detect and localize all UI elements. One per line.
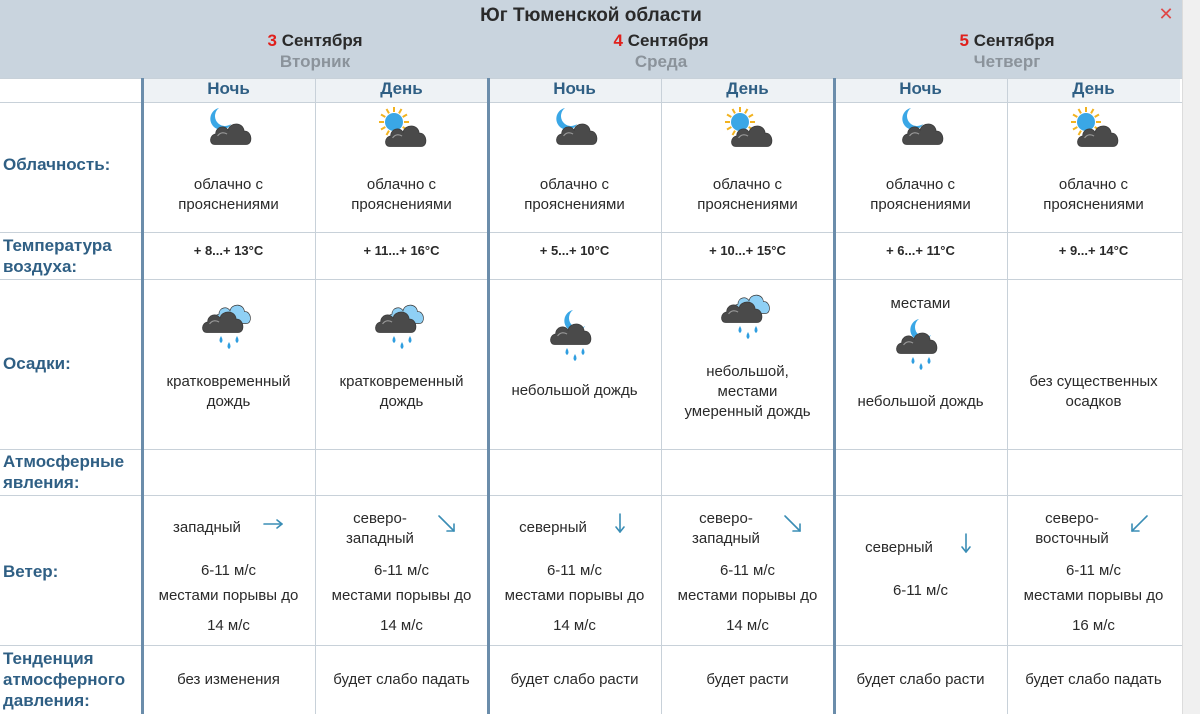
row-label-precipitation: Осадки:	[0, 354, 142, 373]
pressure-tendency: без изменения	[177, 671, 280, 688]
temperature-value: + 10...+ 15°C	[709, 243, 786, 258]
temperature-value: + 5...+ 10°C	[539, 243, 610, 258]
cloud-text-line-2: прояснениями	[524, 196, 625, 213]
precip-text-line-3: умеренный дождь	[684, 403, 811, 420]
precip-text-line-1: небольшой дождь	[857, 393, 984, 410]
wind-gust-line-1: местами порывы до	[331, 587, 472, 604]
rain-cloud-icon	[197, 296, 257, 361]
pressure-tendency: будет слабо расти	[510, 671, 639, 688]
cloud-text-line-2: прояснениями	[697, 196, 798, 213]
cloud-text-line-1: облачно с	[539, 176, 610, 193]
sun-cloud-icon	[1064, 104, 1124, 169]
cloud-text-line-1: облачно с	[366, 176, 437, 193]
precip-text-line-2: дождь	[379, 393, 424, 410]
arrow-east-icon	[262, 512, 286, 541]
temperature-value: + 8...+ 13°C	[193, 243, 264, 258]
wind-gust-line-2: 14 м/с	[726, 617, 769, 634]
day-month: Сентября	[973, 31, 1055, 50]
row-divider	[0, 279, 1182, 280]
row-label-phenomena-2: явления:	[0, 473, 142, 492]
day-weekday: Вторник	[279, 52, 351, 71]
precip-text-line-1: кратковременный	[339, 373, 464, 390]
wind-gust-line-2: 16 м/с	[1072, 617, 1115, 634]
cloud-text-line-1: облачно с	[1058, 176, 1129, 193]
wind-direction-line-2: западный	[692, 530, 760, 547]
moon-cloud-icon	[199, 104, 259, 169]
precip-text-line-1: небольшой,	[706, 363, 789, 380]
part-label-3: Ночь	[488, 78, 661, 102]
temperature-value: + 9...+ 14°C	[1058, 243, 1129, 258]
temperature-value: + 6...+ 11°C	[886, 243, 955, 258]
cloud-text-line-1: облачно с	[712, 176, 783, 193]
wind-direction-line-1: северный	[865, 539, 933, 556]
row-divider	[0, 645, 1182, 646]
pressure-tendency: будет слабо падать	[1025, 671, 1162, 688]
scrollbar-gutter[interactable]	[1182, 0, 1200, 714]
wind-speed: 6-11 м/с	[200, 562, 257, 579]
row-label-wind: Ветер:	[0, 562, 142, 581]
precip-text-line-2: местами	[717, 383, 778, 400]
pressure-tendency: будет слабо расти	[856, 671, 985, 688]
precip-text-line-1: небольшой дождь	[511, 382, 638, 399]
row-divider	[0, 449, 1182, 450]
arrow-south-icon	[954, 532, 978, 561]
precip-text-line-2: дождь	[206, 393, 251, 410]
wind-direction-line-1: северный	[519, 519, 587, 536]
arrow-south-icon	[608, 512, 632, 541]
arrow-southeast-icon	[781, 512, 805, 541]
moon-rain-cloud-icon	[543, 308, 603, 373]
wind-direction-line-1: северо-	[353, 510, 407, 527]
pressure-tendency: будет слабо падать	[333, 671, 470, 688]
day-weekday: Среда	[634, 52, 688, 71]
row-label-pressure-2: атмосферного	[0, 670, 142, 689]
region-title: Юг Тюменской области	[480, 5, 702, 26]
precip-text-line-2: осадков	[1065, 393, 1122, 410]
part-label-4: День	[661, 78, 834, 102]
wind-speed: 6-11 м/с	[719, 562, 776, 579]
row-label-pressure-3: давления:	[0, 691, 142, 710]
wind-gust-line-1: местами порывы до	[504, 587, 645, 604]
row-divider	[0, 495, 1182, 496]
wind-gust-line-1: местами порывы до	[158, 587, 299, 604]
day-number: 3	[267, 31, 277, 50]
sun-cloud-icon	[372, 104, 432, 169]
table-header	[0, 0, 1182, 78]
part-label-6: День	[1007, 78, 1180, 102]
day-header-2	[488, 30, 834, 73]
day-number: 4	[613, 31, 623, 50]
row-label-temperature-1: Температура	[0, 236, 142, 255]
part-label-5: Ночь	[834, 78, 1007, 102]
row-divider	[0, 232, 1182, 233]
row-label-phenomena-1: Атмосферные	[0, 452, 142, 471]
pressure-tendency: будет расти	[706, 671, 789, 688]
cloud-text-line-2: прояснениями	[178, 196, 279, 213]
cloud-text-line-2: прояснениями	[1043, 196, 1144, 213]
row-divider	[0, 102, 1182, 103]
cloud-text-line-1: облачно с	[885, 176, 956, 193]
cloud-text-line-2: прояснениями	[870, 196, 971, 213]
day-month: Сентября	[281, 31, 363, 50]
moon-rain-cloud-icon	[889, 317, 949, 382]
part-label-1: Ночь	[142, 78, 315, 102]
cloud-text-line-2: прояснениями	[351, 196, 452, 213]
cloud-text-line-1: облачно с	[193, 176, 264, 193]
day-number: 5	[959, 31, 969, 50]
wind-speed: 6-11 м/с	[892, 582, 949, 599]
close-icon[interactable]: ✕	[1158, 4, 1174, 24]
wind-speed: 6-11 м/с	[1065, 562, 1122, 579]
sun-rain-cloud-icon	[370, 296, 430, 361]
row-label-temperature-2: воздуха:	[0, 257, 142, 276]
wind-direction-line-2: западный	[346, 530, 414, 547]
row-label-cloudiness: Облачность:	[0, 155, 142, 174]
row-label-pressure-1: Тенденция	[0, 649, 142, 668]
wind-speed: 6-11 м/с	[373, 562, 430, 579]
day-weekday: Четверг	[973, 52, 1041, 71]
wind-direction-line-1: северо-	[1045, 510, 1099, 527]
wind-direction-line-1: западный	[173, 519, 241, 536]
arrow-southwest-icon	[1127, 512, 1151, 541]
wind-gust-line-2: 14 м/с	[207, 617, 250, 634]
wind-direction-line-2: восточный	[1035, 530, 1109, 547]
wind-gust-line-2: 14 м/с	[380, 617, 423, 634]
header-divider	[0, 78, 1182, 79]
wind-gust-line-2: 14 м/с	[553, 617, 596, 634]
precip-text-line-1: кратковременный	[166, 373, 291, 390]
wind-direction-line-1: северо-	[699, 510, 753, 527]
day-month: Сентября	[627, 31, 709, 50]
wind-gust-line-1: местами порывы до	[677, 587, 818, 604]
temperature-value: + 11...+ 16°C	[363, 243, 440, 258]
precip-note: местами	[890, 295, 951, 312]
arrow-southeast-icon	[435, 512, 459, 541]
sun-rain-cloud-icon	[716, 286, 776, 351]
sun-cloud-icon	[718, 104, 778, 169]
part-label-2: День	[315, 78, 488, 102]
moon-cloud-icon	[545, 104, 605, 169]
wind-speed: 6-11 м/с	[546, 562, 603, 579]
moon-cloud-icon	[891, 104, 951, 169]
wind-gust-line-1: местами порывы до	[1023, 587, 1164, 604]
day-header-1	[142, 30, 488, 73]
day-header-3	[834, 30, 1180, 73]
precip-text-line-1: без существенных	[1029, 373, 1158, 390]
